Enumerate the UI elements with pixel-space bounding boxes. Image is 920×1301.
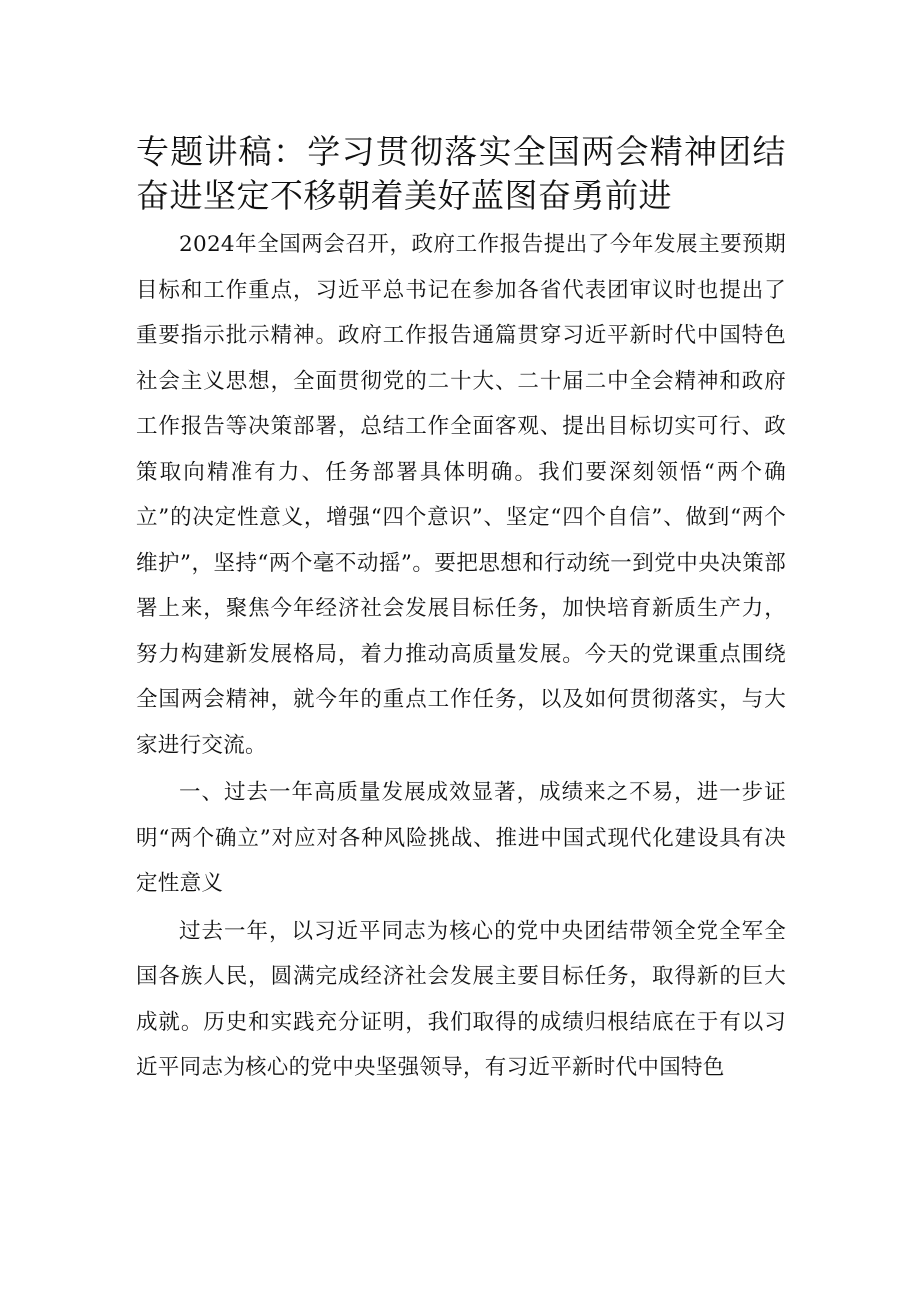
paragraph-intro: 2024年全国两会召开，政府工作报告提出了今年发展主要预期目标和工作重点，习近平总书记在参加各省代表团审议时也提出了重要指示批示精神。政府工作报告通篇贯穿习近平新时代中国特色社会主义思想，全面贯彻党的二十大、二十届二中全会精神和政府工作报告等决策部署，总结工作全面客观、提出目标切实可行、政策取向精准有力、任务部署具体明确。我们要深刻领悟“两个确立”的决定性意义，增强“四个意识”、坚定“四个自信”、做到“两个维护”，坚持“两个毫不动摇”。要把思想和行动统一到党中央决策部署上来，聚焦今年经济社会发展目标任务，加快培育新质生产力，努力构建新发展格局，着力推动高质量发展。今天的党课重点围绕全国两会精神，就今年的重点工作任务，以及如何贯彻落实，与大家进行交流。 (136, 232, 786, 758)
document-page (136, 130, 786, 1091)
document-title: 专题讲稿：学习贯彻落实全国两会精神团结奋进坚定不移朝着美好蓝图奋勇前进 (136, 132, 786, 215)
paragraph-past-year: 过去一年，以习近平同志为核心的党中央团结带领全党全军全国各族人民，圆满完成经济社会发展主要目标任务，取得新的巨大成就。历史和实践充分证明，我们取得的成绩归根结底在于有以习近平同志为核心的党中央坚强领导，有习近平新时代中国特色 (136, 918, 786, 1080)
section-heading-one: 一、过去一年高质量发展成效显著，成绩来之不易，进一步证明“两个确立”对应对各种风险挑战、推进中国式现代化建设具有决定性意义 (136, 780, 786, 896)
